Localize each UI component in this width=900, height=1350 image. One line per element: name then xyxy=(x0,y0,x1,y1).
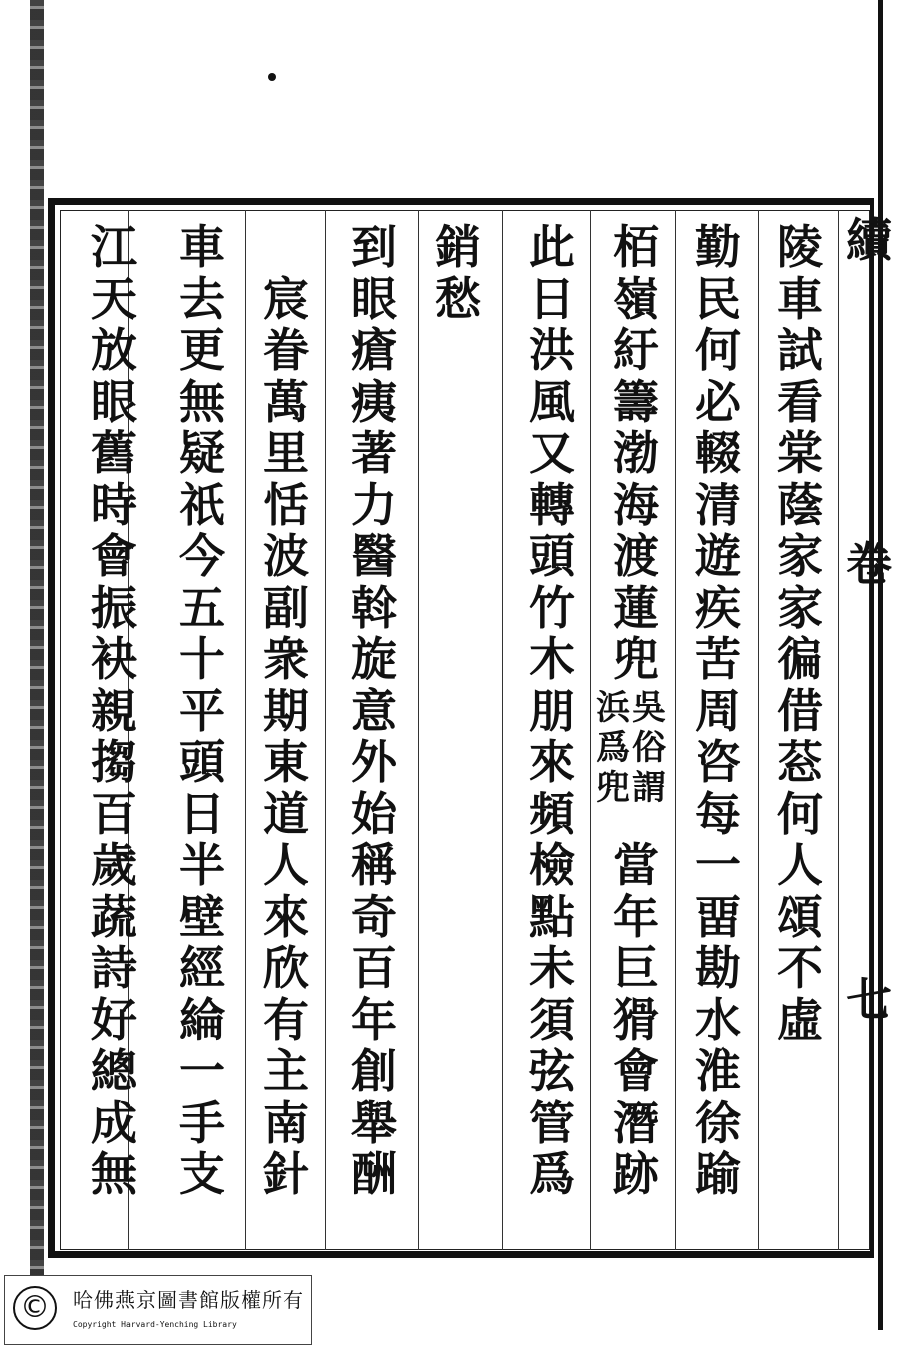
text-char: 無 xyxy=(179,374,225,429)
note-char: 俗 xyxy=(632,728,666,768)
text-char: 民 xyxy=(695,271,741,326)
text-char: 車 xyxy=(777,271,823,326)
text-char: 水 xyxy=(695,992,741,1047)
text-char: 人 xyxy=(777,838,823,892)
text-char: 清 xyxy=(695,477,741,532)
text-char: 副 xyxy=(263,580,309,635)
text-char: 頭 xyxy=(179,735,225,789)
text-char: 弦 xyxy=(529,1044,575,1098)
margin-page-number: 七 xyxy=(846,973,892,1027)
text-char: 頭 xyxy=(529,529,575,583)
text-char: 更 xyxy=(179,323,225,377)
text-char: 巨 xyxy=(613,941,659,995)
text-char: 無 xyxy=(91,1147,137,1201)
text-char: 會 xyxy=(91,529,137,583)
note-char: 爲 xyxy=(596,728,630,768)
text-column xyxy=(172,222,232,1201)
text-char: 蔭 xyxy=(777,477,823,532)
text-char: 頌 xyxy=(777,889,823,944)
copyright-icon: © xyxy=(13,1286,57,1330)
text-char: 猾 xyxy=(613,992,659,1047)
text-char: 嶺 xyxy=(613,271,659,326)
note-char: 兜 xyxy=(596,768,630,808)
text-char: 詩 xyxy=(91,941,137,995)
text-char: 波 xyxy=(263,529,309,583)
text-char: 里 xyxy=(263,426,309,480)
text-char: 試 xyxy=(777,323,823,377)
text-char: 斡 xyxy=(351,580,397,635)
text-char: 痍 xyxy=(351,374,397,429)
text-char: 朋 xyxy=(529,683,575,738)
text-char: 日 xyxy=(529,271,575,326)
text-char: 一 xyxy=(179,1044,225,1098)
text-char: 創 xyxy=(351,1044,397,1098)
text-char: 江 xyxy=(91,220,137,274)
text-char: 年 xyxy=(613,889,659,944)
text-column-continued xyxy=(606,840,666,1201)
text-char: 萬 xyxy=(263,374,309,429)
text-char: 檢 xyxy=(529,838,575,892)
text-char: 棠 xyxy=(777,426,823,480)
column-rule xyxy=(590,210,591,1250)
text-char: 籌 xyxy=(613,374,659,429)
text-char: 天 xyxy=(91,271,137,326)
text-char: 䓗 xyxy=(777,735,823,789)
column-rule xyxy=(675,210,676,1250)
text-char: 管 xyxy=(529,1095,575,1150)
text-char: 手 xyxy=(179,1095,225,1150)
text-char: 今 xyxy=(179,529,225,583)
text-char: 百 xyxy=(91,786,137,841)
text-char: 旋 xyxy=(351,632,397,686)
text-char: 宸 xyxy=(263,271,309,326)
text-char: 到 xyxy=(351,220,397,274)
note-char: 浜 xyxy=(596,688,630,728)
text-char: 時 xyxy=(91,477,137,532)
text-char: 爲 xyxy=(529,1147,575,1201)
text-char: 有 xyxy=(263,992,309,1047)
text-char: 洪 xyxy=(529,323,575,377)
note-char: 謂 xyxy=(632,768,666,808)
column-rule xyxy=(325,210,326,1250)
text-char: 醫 xyxy=(351,529,397,583)
text-char: 力 xyxy=(351,477,397,532)
text-char: 來 xyxy=(529,735,575,789)
text-char: 主 xyxy=(263,1044,309,1098)
text-char: 總 xyxy=(91,1044,137,1098)
text-char: 跡 xyxy=(613,1147,659,1201)
text-char: 陵 xyxy=(777,220,823,274)
text-char: 銷 xyxy=(435,220,481,274)
margin-title: 續 xyxy=(846,213,892,267)
text-char: 木 xyxy=(529,632,575,686)
text-char: 奇 xyxy=(351,889,397,944)
text-char: 百 xyxy=(351,941,397,995)
text-char: 當 xyxy=(613,838,659,892)
text-char: 看 xyxy=(777,374,823,429)
text-char: 半 xyxy=(179,838,225,892)
text-char: 成 xyxy=(91,1095,137,1150)
text-char: 五 xyxy=(179,580,225,635)
text-char: 潛 xyxy=(613,1095,659,1150)
text-char: 眼 xyxy=(351,271,397,326)
text-char: 來 xyxy=(263,889,309,944)
text-char: 袂 xyxy=(91,632,137,686)
text-char: 稱 xyxy=(351,838,397,892)
text-column xyxy=(688,222,748,1201)
text-char: 始 xyxy=(351,786,397,841)
text-char: 淮 xyxy=(695,1044,741,1098)
text-char: 人 xyxy=(263,838,309,892)
text-column xyxy=(606,222,666,686)
text-char: 壁 xyxy=(179,889,225,944)
text-char: 放 xyxy=(91,323,137,377)
text-char: 衆 xyxy=(263,632,309,686)
text-char: 勘 xyxy=(695,941,741,995)
text-char: 輟 xyxy=(695,426,741,480)
text-char: 渤 xyxy=(613,426,659,480)
text-char: 咨 xyxy=(695,735,741,789)
text-char: 愁 xyxy=(435,271,481,326)
text-char: 徧 xyxy=(777,632,823,686)
scan-binding-edge xyxy=(30,0,44,1280)
text-char: 必 xyxy=(695,374,741,429)
text-column xyxy=(344,222,404,1201)
text-char: 經 xyxy=(179,941,225,995)
column-rule xyxy=(418,210,419,1250)
text-column xyxy=(428,222,488,325)
text-column xyxy=(770,222,830,1046)
text-char: 舊 xyxy=(91,426,137,480)
stamp-chinese: 哈佛燕京圖書館版權所有 xyxy=(73,1288,304,1312)
text-column xyxy=(84,222,144,1201)
text-char: 眼 xyxy=(91,374,137,429)
text-char: 疑 xyxy=(179,426,225,480)
text-char: 意 xyxy=(351,683,397,738)
text-char: 此 xyxy=(529,220,575,274)
text-char: 竹 xyxy=(529,580,575,635)
text-char: 十 xyxy=(179,632,225,686)
text-char: 支 xyxy=(179,1147,225,1201)
text-char: 遊 xyxy=(695,529,741,583)
text-char: 兜 xyxy=(613,632,659,686)
text-char: 平 xyxy=(179,683,225,738)
text-char: 搊 xyxy=(91,735,137,789)
text-char: 會 xyxy=(613,1044,659,1098)
text-char: 不 xyxy=(777,941,823,995)
note-line-right xyxy=(632,688,666,808)
text-char: 著 xyxy=(351,426,397,480)
text-char: 家 xyxy=(777,580,823,635)
text-char: 振 xyxy=(91,580,137,635)
text-char: 虛 xyxy=(777,992,823,1047)
text-char: 眷 xyxy=(263,323,309,377)
text-char: 海 xyxy=(613,477,659,532)
text-char: 蔬 xyxy=(91,889,137,944)
text-char: 每 xyxy=(695,786,741,841)
text-char: 點 xyxy=(529,889,575,944)
text-char: 瘡 xyxy=(351,323,397,377)
margin-volume: 卷 xyxy=(846,537,892,591)
interlinear-note xyxy=(596,688,666,808)
copyright-stamp xyxy=(4,1275,312,1345)
text-char: 南 xyxy=(263,1095,309,1150)
text-char: 日 xyxy=(179,786,225,841)
text-char: 好 xyxy=(91,992,137,1047)
text-char: 車 xyxy=(179,220,225,274)
text-char: 何 xyxy=(695,323,741,377)
text-char: 去 xyxy=(179,271,225,326)
text-char: 一 xyxy=(695,838,741,892)
text-char: 頻 xyxy=(529,786,575,841)
text-char: 紆 xyxy=(613,323,659,377)
column-rule xyxy=(245,210,246,1250)
text-char: 酬 xyxy=(351,1147,397,1201)
column-rule xyxy=(758,210,759,1250)
text-char: 又 xyxy=(529,426,575,480)
text-char: 周 xyxy=(695,683,741,738)
text-char: 蓮 xyxy=(613,580,659,635)
column-rule xyxy=(838,210,839,1250)
text-char: 栢 xyxy=(613,220,659,274)
text-char: 綸 xyxy=(179,992,225,1047)
text-char: 家 xyxy=(777,529,823,583)
text-char: 祇 xyxy=(179,477,225,532)
text-char: 舉 xyxy=(351,1095,397,1150)
stamp-english: Copyright Harvard-Yenching Library xyxy=(73,1320,237,1329)
note-line-left xyxy=(596,688,630,808)
scan-right-edge xyxy=(878,0,883,1330)
text-char: 須 xyxy=(529,992,575,1047)
text-char: 踰 xyxy=(695,1147,741,1201)
text-char: 東 xyxy=(263,735,309,789)
text-char: 親 xyxy=(91,683,137,738)
text-char: 畱 xyxy=(695,889,741,944)
text-char: 歲 xyxy=(91,838,137,892)
text-char: 徐 xyxy=(695,1095,741,1150)
text-char: 欣 xyxy=(263,941,309,995)
text-char: 期 xyxy=(263,683,309,738)
text-char: 針 xyxy=(263,1147,309,1201)
text-char: 渡 xyxy=(613,529,659,583)
text-char: 苦 xyxy=(695,632,741,686)
text-char: 轉 xyxy=(529,477,575,532)
text-char: 道 xyxy=(263,786,309,841)
note-char: 吳 xyxy=(632,688,666,728)
text-column xyxy=(522,222,582,1201)
text-char: 何 xyxy=(777,786,823,841)
text-char: 疾 xyxy=(695,580,741,635)
column-rule xyxy=(502,210,503,1250)
text-char: 外 xyxy=(351,735,397,789)
text-char: 風 xyxy=(529,374,575,429)
ink-dot xyxy=(268,73,276,81)
text-char: 借 xyxy=(777,683,823,738)
text-char: 恬 xyxy=(263,477,309,532)
text-char: 年 xyxy=(351,992,397,1047)
text-char: 勤 xyxy=(695,220,741,274)
text-column xyxy=(256,271,316,1201)
text-char: 未 xyxy=(529,941,575,995)
